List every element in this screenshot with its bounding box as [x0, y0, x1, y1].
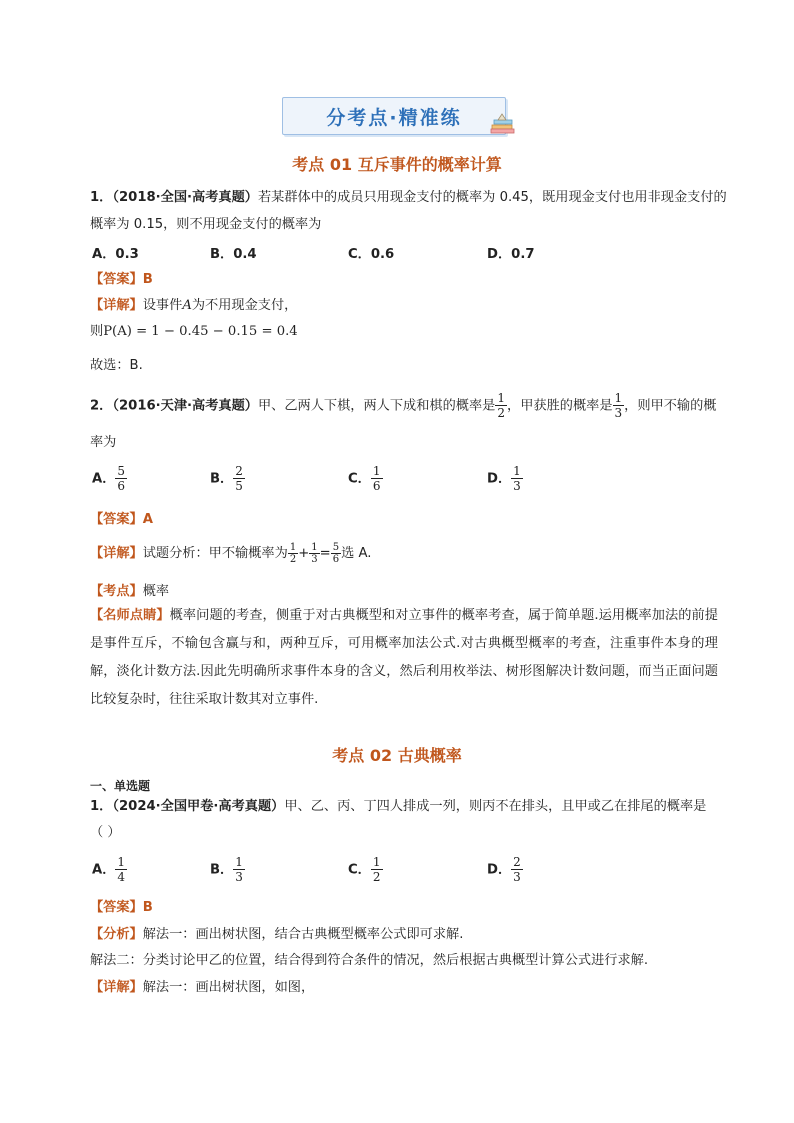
question-2-stem-line1: 2．（2016·天津·高考真题）甲、乙两人下棋，两人下成和棋的概率是 $\frac{1}{2}$ ，甲获胜的概率是 $\frac{1}{3}$ ，则甲不输的概: [90, 391, 717, 420]
question-2-stem-line2: 率为: [90, 435, 117, 450]
subhead-single-choice: 一、单选题: [90, 779, 151, 793]
option-c: C． $\frac{1}{2}$: [348, 855, 381, 884]
option-a: A．0.3: [92, 247, 139, 262]
option-d: D． $\frac{1}{3}$: [487, 464, 521, 493]
section-banner: [282, 97, 506, 135]
option-d: D． $\frac{2}{3}$: [487, 855, 521, 884]
detail-1: 【详解】设事件A为不用现金支付，: [90, 298, 298, 313]
question-3-paren: （ ）: [90, 825, 121, 840]
option-a: A． $\frac{5}{6}$: [92, 464, 126, 493]
section-title-01: 考点 01 互斥事件的概率计算: [292, 155, 502, 174]
detail-3: 【详解】解法一：画出树状图，如图，: [90, 980, 315, 995]
answer-1: 【答案】B: [90, 272, 153, 287]
option-b: B． $\frac{1}{3}$: [210, 855, 243, 884]
kaodian-2: 【考点】概率: [90, 584, 170, 599]
question-3-stem-line1: 1．（2024·全国甲卷·高考真题）甲、乙、丙、丁四人排成一列，则丙不在排头，且甲或乙在排尾的概率是: [90, 799, 707, 814]
question-1-stem-line1: 1．（2018·全国·高考真题）若某群体中的成员只用现金支付的概率为 0.45，既用现金支付也用非现金支付的: [90, 190, 727, 205]
tip-2: 【名师点睛】概率问题的考查，侧重于对古典概型和对立事件的概率考查，属于简单题.运用概率加法的前提是事件互斥，不输包含赢与和，两种互斥，可用概率加法公式.对古典概型概率的考查，注重事件本身的理解，淡化计数方法.因此先明确所求事件本身的含义，然后利用枚举法、树形图解决计数问题，而当正面问题比较复杂时，往往采取计数其对立事件.: [90, 608, 718, 707]
question-1-stem-line2: 概率为 0.15，则不用现金支付的概率为: [90, 217, 322, 232]
option-d: D．0.7: [487, 247, 535, 262]
banner-title: 分考点·精准练: [326, 107, 462, 129]
books-icon: [490, 112, 516, 134]
option-b: B． $\frac{2}{5}$: [210, 464, 243, 493]
detail-2: 【详解】试题分析：甲不输概率为 $\frac{1}{2}$ + $\frac{1}{3}$ = $\frac{5}{6}$ 选 A.: [90, 541, 372, 565]
analysis-3-line2: 解法二：分类讨论甲乙的位置，结合得到符合条件的情况，然后根据古典概型计算公式进行求解.: [90, 953, 649, 968]
option-b: B．0.4: [210, 247, 257, 262]
answer-3: 【答案】B: [90, 900, 153, 915]
option-c: C． $\frac{1}{6}$: [348, 464, 381, 493]
choose-1: 故选：B.: [90, 358, 143, 373]
detail-1-formula: 则P(A) = 1 − 0.45 − 0.15 = 0.4: [90, 324, 298, 339]
option-a: A． $\frac{1}{4}$: [92, 855, 126, 884]
option-c: C．0.6: [348, 247, 395, 262]
section-title-02: 考点 02 古典概率: [332, 746, 462, 765]
answer-2: 【答案】A: [90, 512, 153, 527]
analysis-3: 【分析】解法一：画出树状图，结合古典概型概率公式即可求解.: [90, 927, 464, 942]
